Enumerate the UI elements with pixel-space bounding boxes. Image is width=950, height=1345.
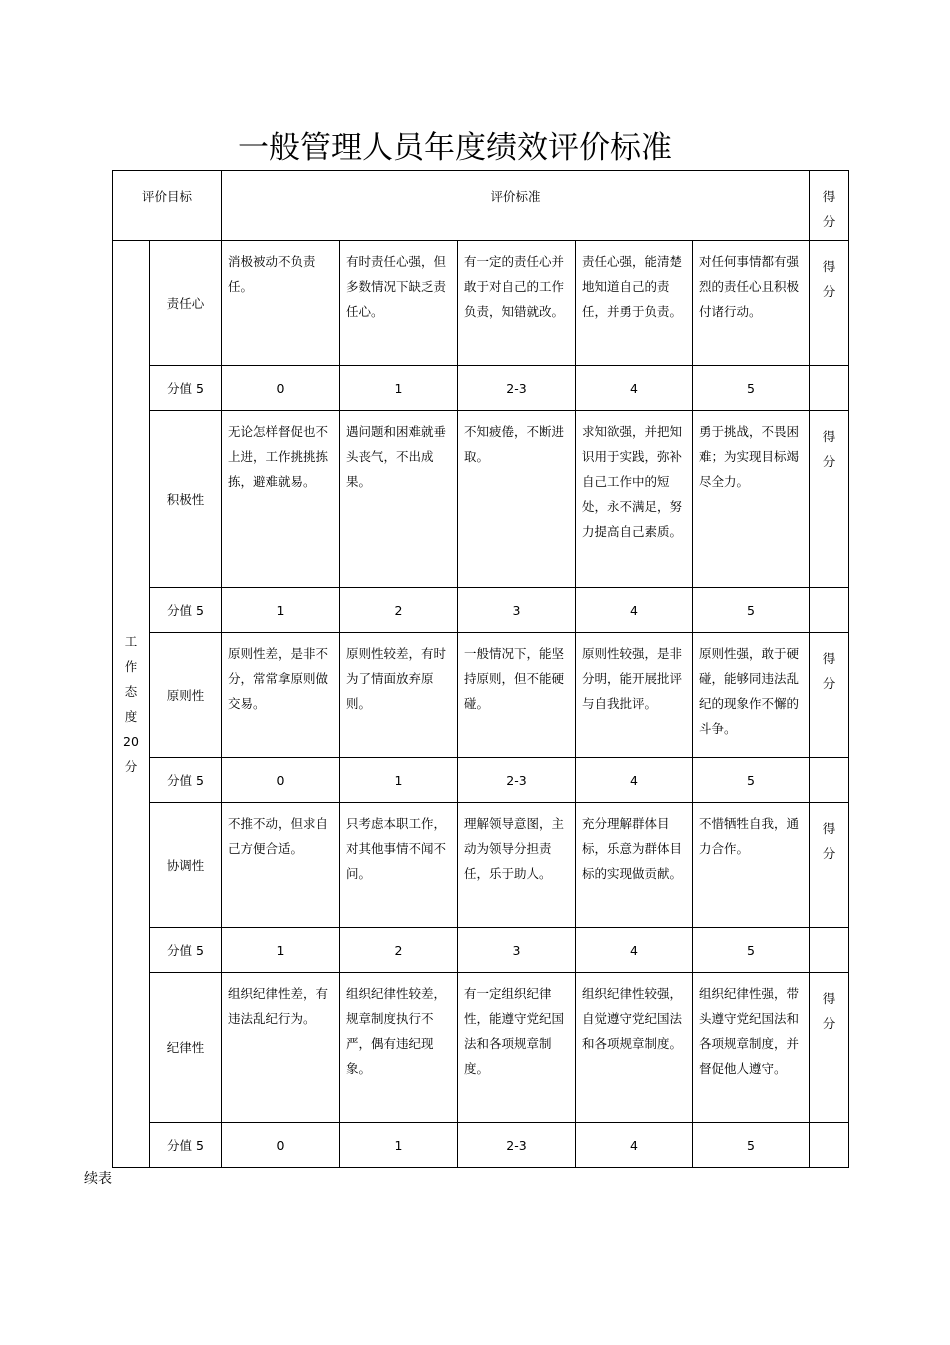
score-blank bbox=[810, 758, 849, 803]
score-value: 2-3 bbox=[458, 758, 576, 803]
score-cell: 得 分 bbox=[810, 411, 849, 588]
value-label: 分值 5 bbox=[150, 366, 222, 411]
score-value: 5 bbox=[693, 588, 810, 633]
level-description: 组织纪律性较差，规章制度执行不严，偶有违纪现象。 bbox=[340, 973, 458, 1123]
score-value: 2-3 bbox=[458, 366, 576, 411]
score-value: 5 bbox=[693, 928, 810, 973]
level-description: 有一定的责任心并敢于对自己的工作负责，知错就改。 bbox=[458, 241, 576, 366]
score-value: 5 bbox=[693, 366, 810, 411]
criterion-row bbox=[113, 633, 849, 758]
level-description: 原则性较差，有时为了情面放弃原则。 bbox=[340, 633, 458, 758]
level-description: 组织纪律性较强，自觉遵守党纪国法和各项规章制度。 bbox=[576, 973, 693, 1123]
header-score: 得 分 bbox=[810, 171, 849, 241]
level-description: 遇问题和困难就垂头丧气，不出成果。 bbox=[340, 411, 458, 588]
level-description: 原则性差，是非不分，常常拿原则做交易。 bbox=[222, 633, 340, 758]
criterion-name: 协调性 bbox=[150, 803, 222, 928]
score-value: 1 bbox=[340, 758, 458, 803]
score-value: 0 bbox=[222, 1123, 340, 1168]
score-value: 5 bbox=[693, 758, 810, 803]
criterion-row bbox=[113, 973, 849, 1123]
score-value: 4 bbox=[576, 758, 693, 803]
value-label: 分值 5 bbox=[150, 1123, 222, 1168]
value-label: 分值 5 bbox=[150, 928, 222, 973]
score-cell: 得 分 bbox=[810, 973, 849, 1123]
category-char: 度 bbox=[124, 709, 138, 724]
criterion-name: 原则性 bbox=[150, 633, 222, 758]
category-char: 态 bbox=[124, 684, 138, 699]
category-char: 工 bbox=[124, 634, 138, 649]
level-description: 原则性强，敢于硬碰，能够同违法乱纪的现象作不懈的斗争。 bbox=[693, 633, 810, 758]
level-description: 有时责任心强，但多数情况下缺乏责任心。 bbox=[340, 241, 458, 366]
level-description: 理解领导意图，主动为领导分担责任，乐于助人。 bbox=[458, 803, 576, 928]
score-value: 2-3 bbox=[458, 1123, 576, 1168]
score-value: 3 bbox=[458, 928, 576, 973]
value-row bbox=[113, 1123, 849, 1168]
level-description: 不推不动，但求自己方便合适。 bbox=[222, 803, 340, 928]
level-description: 无论怎样督促也不上进，工作挑挑拣拣，避难就易。 bbox=[222, 411, 340, 588]
score-blank bbox=[810, 588, 849, 633]
score-value: 5 bbox=[693, 1123, 810, 1168]
score-value: 4 bbox=[576, 928, 693, 973]
value-row bbox=[113, 928, 849, 973]
level-description: 求知欲强，并把知识用于实践，弥补自己工作中的短处，永不满足，努力提高自己素质。 bbox=[576, 411, 693, 588]
criterion-row bbox=[113, 803, 849, 928]
header-standard: 评价标准 bbox=[222, 171, 810, 241]
score-cell: 得 分 bbox=[810, 241, 849, 366]
level-description: 责任心强，能清楚地知道自己的责任，并勇于负责。 bbox=[576, 241, 693, 366]
value-row bbox=[113, 758, 849, 803]
level-description: 组织纪律性差，有违法乱纪行为。 bbox=[222, 973, 340, 1123]
evaluation-table bbox=[112, 170, 849, 1168]
score-value: 4 bbox=[576, 366, 693, 411]
value-label: 分值 5 bbox=[150, 758, 222, 803]
level-description: 只考虑本职工作，对其他事情不闻不问。 bbox=[340, 803, 458, 928]
level-description: 不惜牺牲自我，通力合作。 bbox=[693, 803, 810, 928]
criterion-row bbox=[113, 241, 849, 366]
score-value: 1 bbox=[340, 366, 458, 411]
header-row bbox=[113, 171, 849, 241]
value-label: 分值 5 bbox=[150, 588, 222, 633]
criterion-name: 积极性 bbox=[150, 411, 222, 588]
level-description: 勇于挑战，不畏困难；为实现目标竭尽全力。 bbox=[693, 411, 810, 588]
category-char: 20 bbox=[123, 734, 139, 749]
category-char: 分 bbox=[124, 759, 138, 774]
value-row bbox=[113, 366, 849, 411]
criterion-name: 责任心 bbox=[150, 241, 222, 366]
score-value: 2 bbox=[340, 928, 458, 973]
score-cell: 得 分 bbox=[810, 803, 849, 928]
score-value: 1 bbox=[222, 588, 340, 633]
score-value: 2 bbox=[340, 588, 458, 633]
score-blank bbox=[810, 366, 849, 411]
level-description: 充分理解群体目标，乐意为群体目标的实现做贡献。 bbox=[576, 803, 693, 928]
score-value: 0 bbox=[222, 366, 340, 411]
page-title: 一般管理人员年度绩效评价标准 bbox=[238, 130, 672, 166]
category-char: 作 bbox=[124, 659, 138, 674]
level-description: 组织纪律性强，带头遵守党纪国法和各项规章制度，并督促他人遵守。 bbox=[693, 973, 810, 1123]
level-description: 对任何事情都有强烈的责任心且积极付诸行动。 bbox=[693, 241, 810, 366]
continued-note: 续表 bbox=[84, 1171, 112, 1187]
score-blank bbox=[810, 928, 849, 973]
criterion-row bbox=[113, 411, 849, 588]
score-value: 3 bbox=[458, 588, 576, 633]
level-description: 有一定组织纪律性，能遵守党纪国法和各项规章制度。 bbox=[458, 973, 576, 1123]
score-cell: 得 分 bbox=[810, 633, 849, 758]
score-value: 1 bbox=[222, 928, 340, 973]
score-value: 4 bbox=[576, 588, 693, 633]
score-blank bbox=[810, 1123, 849, 1168]
criterion-name: 纪律性 bbox=[150, 973, 222, 1123]
score-value: 4 bbox=[576, 1123, 693, 1168]
level-description: 一般情况下，能坚持原则，但不能硬碰。 bbox=[458, 633, 576, 758]
score-value: 0 bbox=[222, 758, 340, 803]
header-target: 评价目标 bbox=[113, 171, 222, 241]
level-description: 不知疲倦，不断进取。 bbox=[458, 411, 576, 588]
score-value: 1 bbox=[340, 1123, 458, 1168]
level-description: 消极被动不负责任。 bbox=[222, 241, 340, 366]
category-cell bbox=[113, 241, 150, 1168]
value-row bbox=[113, 588, 849, 633]
level-description: 原则性较强，是非分明，能开展批评与自我批评。 bbox=[576, 633, 693, 758]
